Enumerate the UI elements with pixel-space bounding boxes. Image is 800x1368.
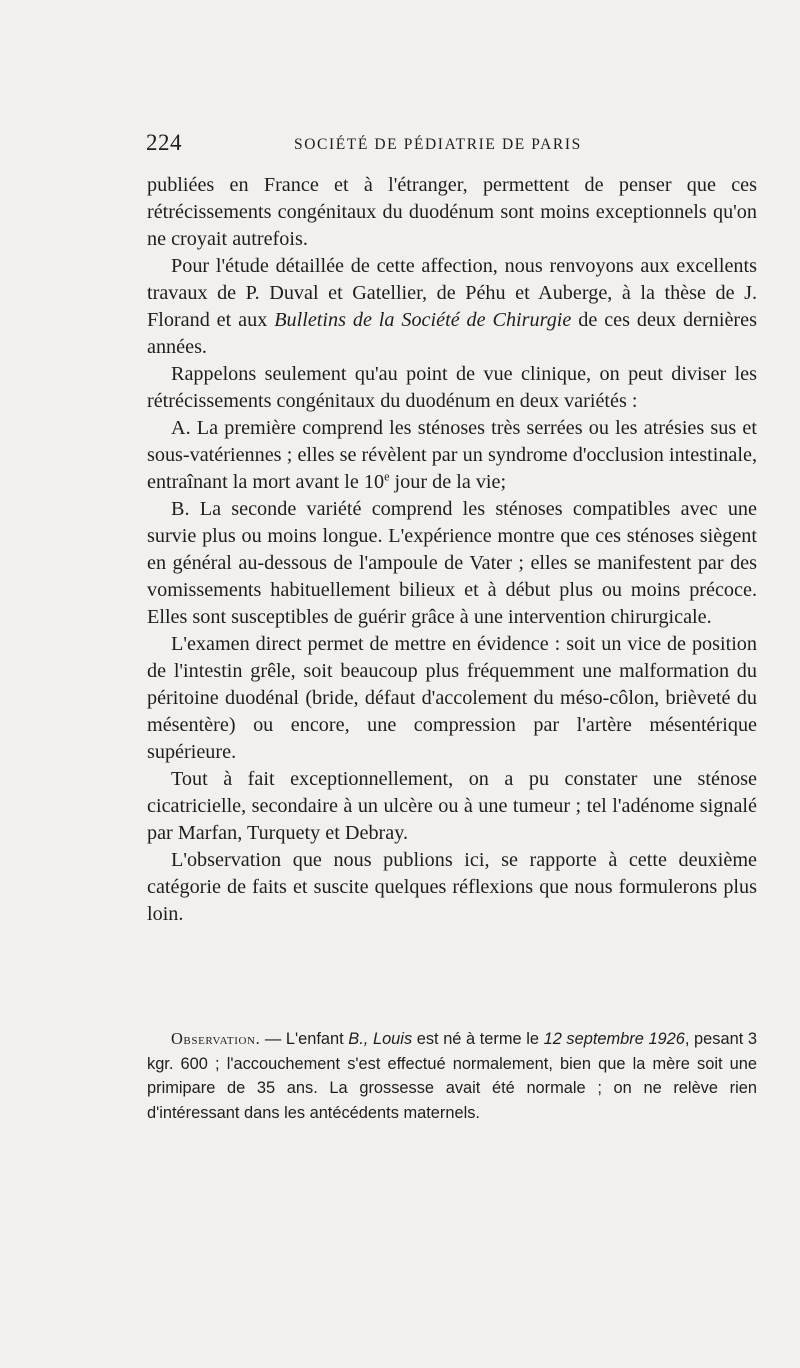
observation-initial: B., — [348, 1030, 369, 1048]
paragraph-4-start: A. La première comprend les sténoses très serrées ou les atrésies sus et sous-vatériennes ; elles se révèlent par un syndrome d'occlusion intestinale, entraînant la mort avant le 10 — [147, 417, 757, 493]
paragraph-4-sup: e — [384, 469, 390, 484]
paragraph-2-end: de ces deux dernières années. — [147, 309, 757, 358]
paragraph-2-italic: Bulletins de la Société de Chirurgie — [274, 309, 572, 331]
paragraph-7: Tout à fait exceptionnellement, on a pu constater une sténose cicatricielle, secondaire à un ulcère ou à une tumeur ; tel l'adénome signalé par Marfan, Turquety et Debray. — [147, 768, 757, 844]
observation-block — [147, 1027, 757, 1125]
paragraph-4 — [147, 415, 757, 496]
observation-rest: , pesant 3 kgr. 600 ; l'accouchement s'est effectué normalement, bien que la mère soit une primipare de 35 ans. La grossesse avait été normale ; on ne relève rien d'intéressant dans les antécédents maternels. — [147, 1030, 757, 1122]
paragraph-8: L'observation que nous publions ici, se rapporte à cette deuxième catégorie de faits et suscite quelques réflexions que nous formulerons plus loin. — [147, 849, 757, 925]
paragraph-4-end: jour de la vie; — [389, 471, 507, 493]
running-title: SOCIÉTÉ DE PÉDIATRIE DE PARIS — [294, 136, 582, 153]
observation-name: Louis — [372, 1030, 413, 1048]
paragraph-2-start: Pour l'étude détaillée de cette affection, nous renvoyons aux excellents travaux de P. Duval et Gatellier, de Péhu et Auberge, à la thèse de J. Florand et aux — [147, 255, 757, 331]
page-header — [146, 130, 758, 160]
paragraph-2 — [147, 253, 757, 361]
observation-label: Observation. — [171, 1029, 261, 1048]
observation-paragraph — [147, 1027, 757, 1125]
observation-dash: — L'enfant — [260, 1030, 349, 1048]
observation-born: est né à terme le — [412, 1030, 544, 1048]
paragraph-6: L'examen direct permet de mettre en évidence : soit un vice de position de l'intestin grêle, soit beaucoup plus fréquemment une malformation du péritoine duodénal (bride, défaut d'accolement du méso-côlon, brièveté du mésentère) ou encore, une compression par l'artère mésentérique supérieure. — [147, 633, 757, 763]
paragraph-3: Rappelons seulement qu'au point de vue clinique, on peut diviser les rétrécissements congénitaux du duodénum en deux variétés : — [147, 363, 757, 412]
paragraph-5: B. La seconde variété comprend les sténoses compatibles avec une survie plus ou moins longue. L'expérience montre que ces sténoses siègent en général au-dessous de l'ampoule de Vater ; elles se manifestent par des vomissements habituellement bilieux et à début plus ou moins précoce. Elles sont susceptibles de guérir grâce à une intervention chirurgicale. — [147, 498, 757, 628]
body-text — [147, 172, 757, 928]
page-number: 224 — [146, 130, 182, 155]
paragraph-1: publiées en France et à l'étranger, permettent de penser que ces rétrécissements congénitaux du duodénum sont moins exceptionnels qu'on ne croyait autrefois. — [147, 174, 757, 250]
observation-date: 12 septembre 1926 — [543, 1030, 685, 1048]
